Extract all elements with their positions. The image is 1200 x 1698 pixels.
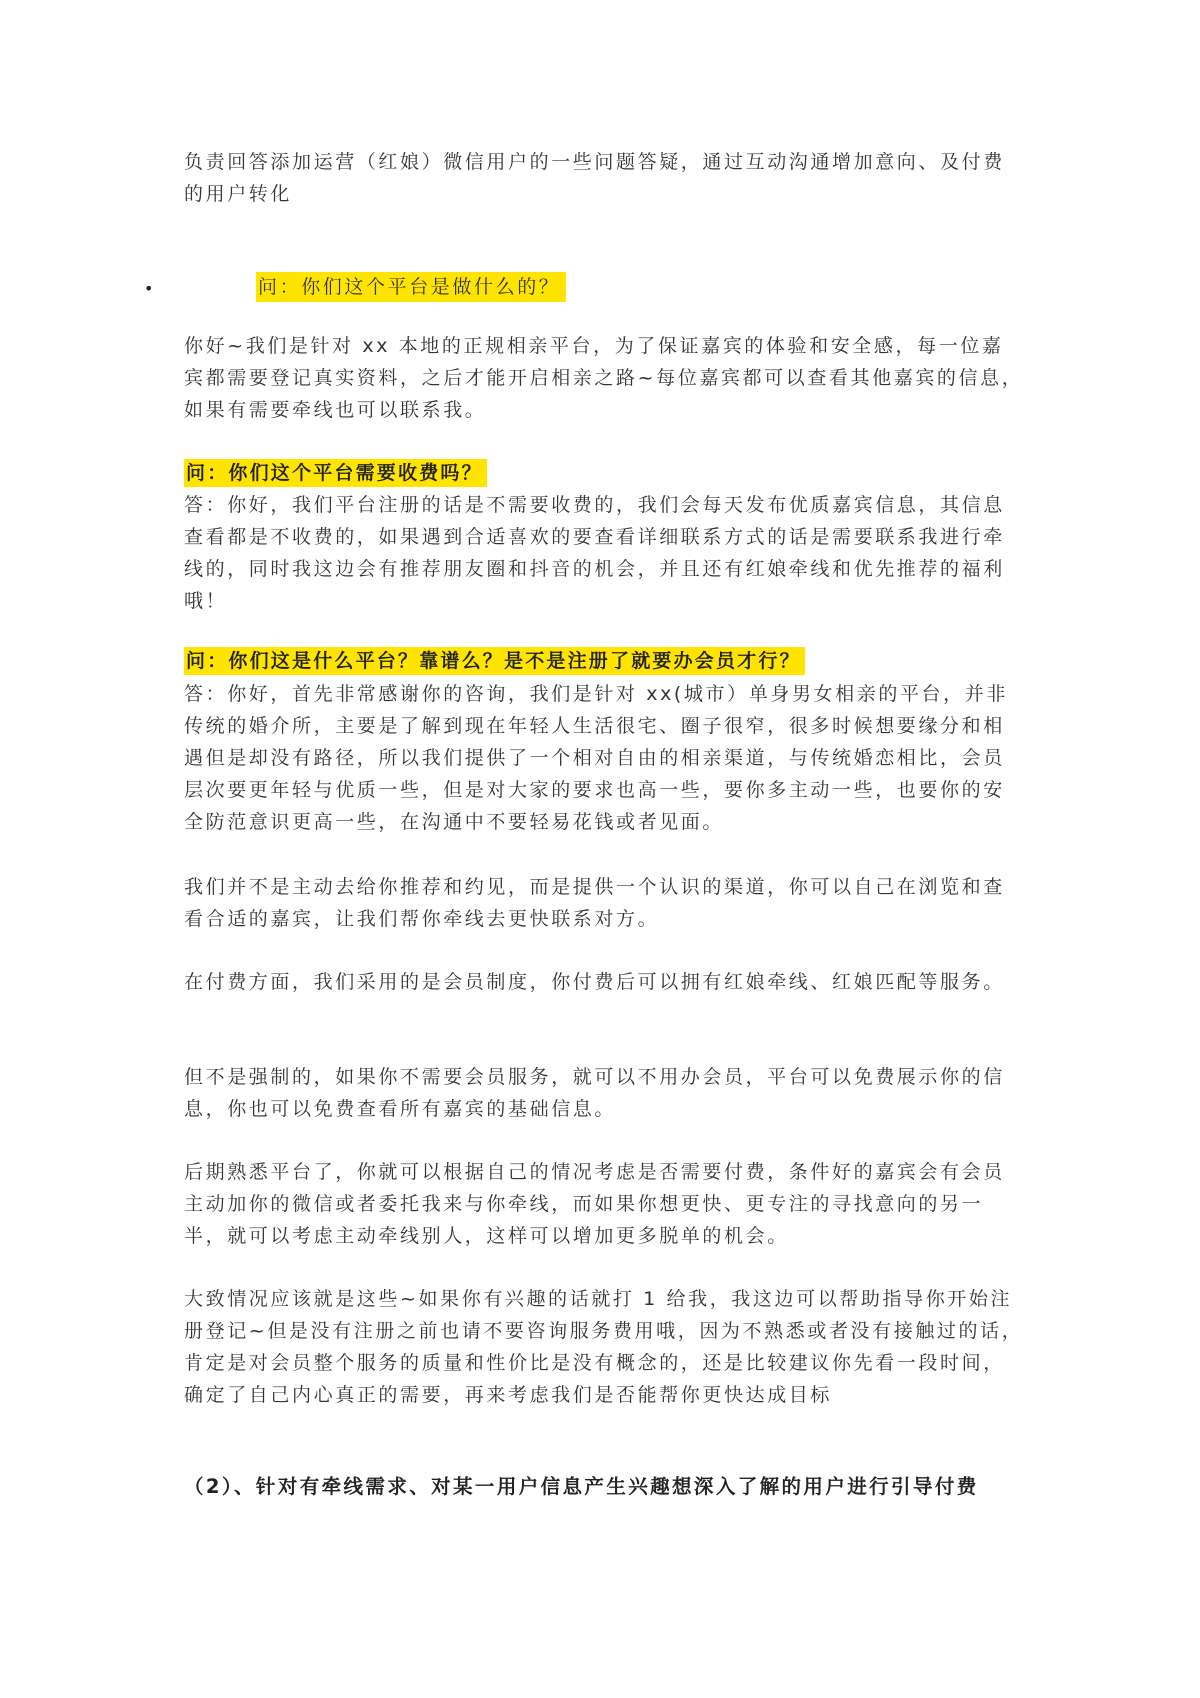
body-paragraph-3: 但不是强制的，如果你不需要会员服务，就可以不用办会员，平台可以免费展示你的信息，你也可以免费查看所有嘉宾的基础信息。 (184, 1066, 1005, 1120)
body-paragraph-2: 在付费方面，我们采用的是会员制度，你付费后可以拥有红娘牵线、红娘匹配等服务。 (184, 971, 1005, 993)
faq3-answer: 答：你好，首先非常感谢你的咨询，我们是针对 xx(城市）单身男女相亲的平台，并非传统的婚介所，主要是了解到现在年轻人生活很宅、圈子很窄，很多时候想要缘分和相遇但是却没有路径，所以我们提供了一个相对自由的相亲渠道，与传统婚恋相比，会员层次要更年轻与优质一些，但是对大家的要求也高一些，要你多主动一些，也要你的安全防范意识更高一些，在沟通中不要轻易花钱或者见面。 (184, 683, 1008, 833)
faq1-answer: 你好~我们是针对 xx 本地的正规相亲平台，为了保证嘉宾的体验和安全感，每一位嘉宾都需要登记真实资料，之后才能开启相亲之路~每位嘉宾都可以查看其他嘉宾的信息，如果有需要牵线也可以联系我。 (184, 335, 1024, 421)
body-paragraph-1: 我们并不是主动去给你推荐和约见，而是提供一个认识的渠道，你可以自己在浏览和查看合适的嘉宾，让我们帮你牵线去更快联系对方。 (184, 876, 1005, 930)
faq2-answer: 答：你好，我们平台注册的话是不需要收费的，我们会每天发布优质嘉宾信息，其信息查看都是不收费的，如果遇到合适喜欢的要查看详细联系方式的话是需要联系我进行牵线的，同时我这边会有推荐朋友圈和抖音的机会，并且还有红娘牵线和优先推荐的福利哦！ (184, 494, 1005, 612)
body-paragraph-4: 后期熟悉平台了，你就可以根据自己的情况考虑是否需要付费，条件好的嘉宾会有会员主动加你的微信或者委托我来与你牵线，而如果你想更快、更专注的寻找意向的另一半，就可以考虑主动牵线别人，这样可以增加更多脱单的机会。 (184, 1161, 1005, 1247)
faq1-question: 问：你们这个平台是做什么的？ (256, 272, 566, 302)
faq3-question: 问：你们这是什么平台？靠谱么？是不是注册了就要办会员才行？ (184, 647, 805, 675)
section-title: （2）、针对有牵线需求、对某一用户信息产生兴趣想深入了解的用户进行引导付费 (184, 1475, 979, 1498)
bullet-icon: • (144, 279, 154, 298)
faq2-question: 问：你们这个平台需要收费吗？ (184, 459, 487, 487)
intro-paragraph: 负责回答添加运营（红娘）微信用户的一些问题答疑，通过互动沟通增加意向、及付费的用户转化 (184, 151, 1005, 205)
body-paragraph-5: 大致情况应该就是这些~如果你有兴趣的话就打 1 给我，我这边可以帮助指导你开始注册登记~但是没有注册之前也请不要咨询服务费用哦，因为不熟悉或者没有接触过的话，肯定是对会员整个服务的质量和性价比是没有概念的，还是比较建议你先看一段时间，确定了自己内心真正的需要，再来考虑我们是否能帮你更快达成目标 (184, 1288, 1024, 1406)
